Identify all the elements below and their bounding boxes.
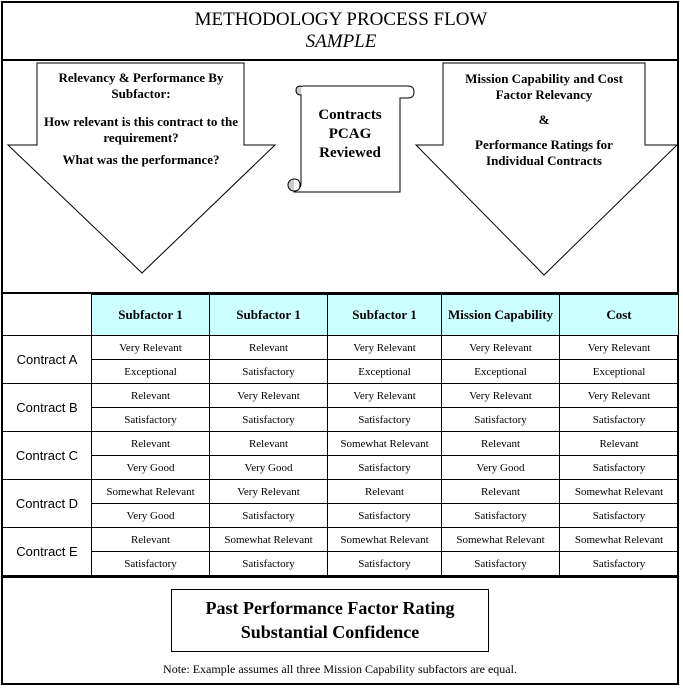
performance-cell: Satisfactory bbox=[92, 552, 210, 576]
left-arrow-heading: Relevancy & Performance By Subfactor: bbox=[58, 70, 224, 101]
header-mission-capability: Mission Capability bbox=[442, 295, 560, 336]
relevancy-cell: Very Relevant bbox=[560, 384, 679, 408]
performance-cell: Very Good bbox=[210, 456, 328, 480]
relevancy-cell: Very Relevant bbox=[560, 336, 679, 360]
relevancy-cell: Relevant bbox=[328, 480, 442, 504]
scroll-line1: Contracts bbox=[318, 107, 382, 123]
table-row bbox=[3, 528, 679, 552]
evaluation-table-container bbox=[3, 292, 679, 578]
right-arrow-text bbox=[446, 71, 642, 169]
header-row bbox=[3, 295, 679, 336]
table-row bbox=[3, 384, 679, 408]
header-cost: Cost bbox=[560, 295, 679, 336]
evaluation-table bbox=[2, 294, 679, 576]
relevancy-cell: Relevant bbox=[442, 480, 560, 504]
relevancy-cell: Somewhat Relevant bbox=[92, 480, 210, 504]
title-box bbox=[3, 3, 679, 61]
relevancy-cell: Relevant bbox=[560, 432, 679, 456]
performance-cell: Satisfactory bbox=[210, 360, 328, 384]
performance-cell: Satisfactory bbox=[210, 504, 328, 528]
relevancy-cell: Somewhat Relevant bbox=[442, 528, 560, 552]
performance-cell: Satisfactory bbox=[560, 504, 679, 528]
table-row bbox=[3, 552, 679, 576]
header-subfactor-1b: Subfactor 1 bbox=[210, 295, 328, 336]
table-row bbox=[3, 432, 679, 456]
relevancy-cell: Somewhat Relevant bbox=[560, 528, 679, 552]
table-row bbox=[3, 504, 679, 528]
performance-cell: Satisfactory bbox=[328, 456, 442, 480]
performance-cell: Satisfactory bbox=[442, 504, 560, 528]
relevancy-cell: Very Relevant bbox=[442, 384, 560, 408]
diagram-subtitle: SAMPLE bbox=[305, 31, 377, 52]
performance-cell: Satisfactory bbox=[328, 408, 442, 432]
scroll-line3: Reviewed bbox=[319, 145, 381, 161]
performance-cell: Satisfactory bbox=[442, 408, 560, 432]
relevancy-cell: Very Relevant bbox=[328, 336, 442, 360]
relevancy-cell: Somewhat Relevant bbox=[210, 528, 328, 552]
right-arrow-amp: & bbox=[538, 112, 550, 127]
performance-cell: Satisfactory bbox=[560, 408, 679, 432]
overall-rating-box bbox=[171, 589, 489, 652]
performance-cell: Satisfactory bbox=[560, 552, 679, 576]
contract-label: Contract D bbox=[3, 480, 92, 528]
left-arrow-question2: What was the performance? bbox=[62, 152, 220, 167]
performance-cell: Exceptional bbox=[328, 360, 442, 384]
table-row bbox=[3, 456, 679, 480]
relevancy-cell: Relevant bbox=[92, 432, 210, 456]
performance-cell: Satisfactory bbox=[92, 408, 210, 432]
contract-label: Contract B bbox=[3, 384, 92, 432]
performance-cell: Very Good bbox=[442, 456, 560, 480]
relevancy-cell: Very Relevant bbox=[328, 384, 442, 408]
left-arrow-text bbox=[43, 70, 239, 168]
table-row bbox=[3, 480, 679, 504]
relevancy-cell: Relevant bbox=[210, 336, 328, 360]
table-row bbox=[3, 336, 679, 360]
contract-label: Contract A bbox=[3, 336, 92, 384]
relevancy-cell: Somewhat Relevant bbox=[560, 480, 679, 504]
performance-cell: Exceptional bbox=[442, 360, 560, 384]
performance-cell: Satisfactory bbox=[560, 456, 679, 480]
header-corner bbox=[3, 295, 92, 336]
performance-cell: Satisfactory bbox=[328, 504, 442, 528]
right-arrow-line1: Mission Capability and Cost Factor Relevancy bbox=[465, 71, 623, 102]
relevancy-cell: Very Relevant bbox=[210, 480, 328, 504]
performance-cell: Very Good bbox=[92, 504, 210, 528]
performance-cell: Exceptional bbox=[560, 360, 679, 384]
process-flow bbox=[3, 61, 679, 292]
relevancy-cell: Relevant bbox=[442, 432, 560, 456]
contract-label: Contract E bbox=[3, 528, 92, 576]
relevancy-cell: Somewhat Relevant bbox=[328, 528, 442, 552]
right-arrow-line2: Performance Ratings for Individual Contracts bbox=[475, 137, 613, 168]
table-row bbox=[3, 360, 679, 384]
footnote: Note: Example assumes all three Mission Capability subfactors are equal. bbox=[163, 662, 517, 676]
left-arrow-question1: How relevant is this contract to the requirement? bbox=[43, 114, 238, 145]
contract-label: Contract C bbox=[3, 432, 92, 480]
performance-cell: Satisfactory bbox=[442, 552, 560, 576]
header-subfactor-1a: Subfactor 1 bbox=[92, 295, 210, 336]
relevancy-cell: Relevant bbox=[92, 528, 210, 552]
header-subfactor-1c: Subfactor 1 bbox=[328, 295, 442, 336]
performance-cell: Very Good bbox=[92, 456, 210, 480]
performance-cell: Exceptional bbox=[92, 360, 210, 384]
table-row bbox=[3, 408, 679, 432]
scroll-text bbox=[302, 106, 398, 163]
relevancy-cell: Relevant bbox=[210, 432, 328, 456]
diagram-title: METHODOLOGY PROCESS FLOW bbox=[194, 9, 488, 30]
relevancy-cell: Very Relevant bbox=[442, 336, 560, 360]
relevancy-cell: Very Relevant bbox=[210, 384, 328, 408]
relevancy-cell: Somewhat Relevant bbox=[328, 432, 442, 456]
relevancy-cell: Relevant bbox=[92, 384, 210, 408]
scroll-line2: PCAG bbox=[328, 126, 372, 142]
relevancy-cell: Very Relevant bbox=[92, 336, 210, 360]
rating-value: Substantial Confidence bbox=[240, 622, 420, 642]
rating-title: Past Performance Factor Rating bbox=[205, 598, 455, 618]
performance-cell: Satisfactory bbox=[210, 408, 328, 432]
performance-cell: Satisfactory bbox=[328, 552, 442, 576]
performance-cell: Satisfactory bbox=[210, 552, 328, 576]
